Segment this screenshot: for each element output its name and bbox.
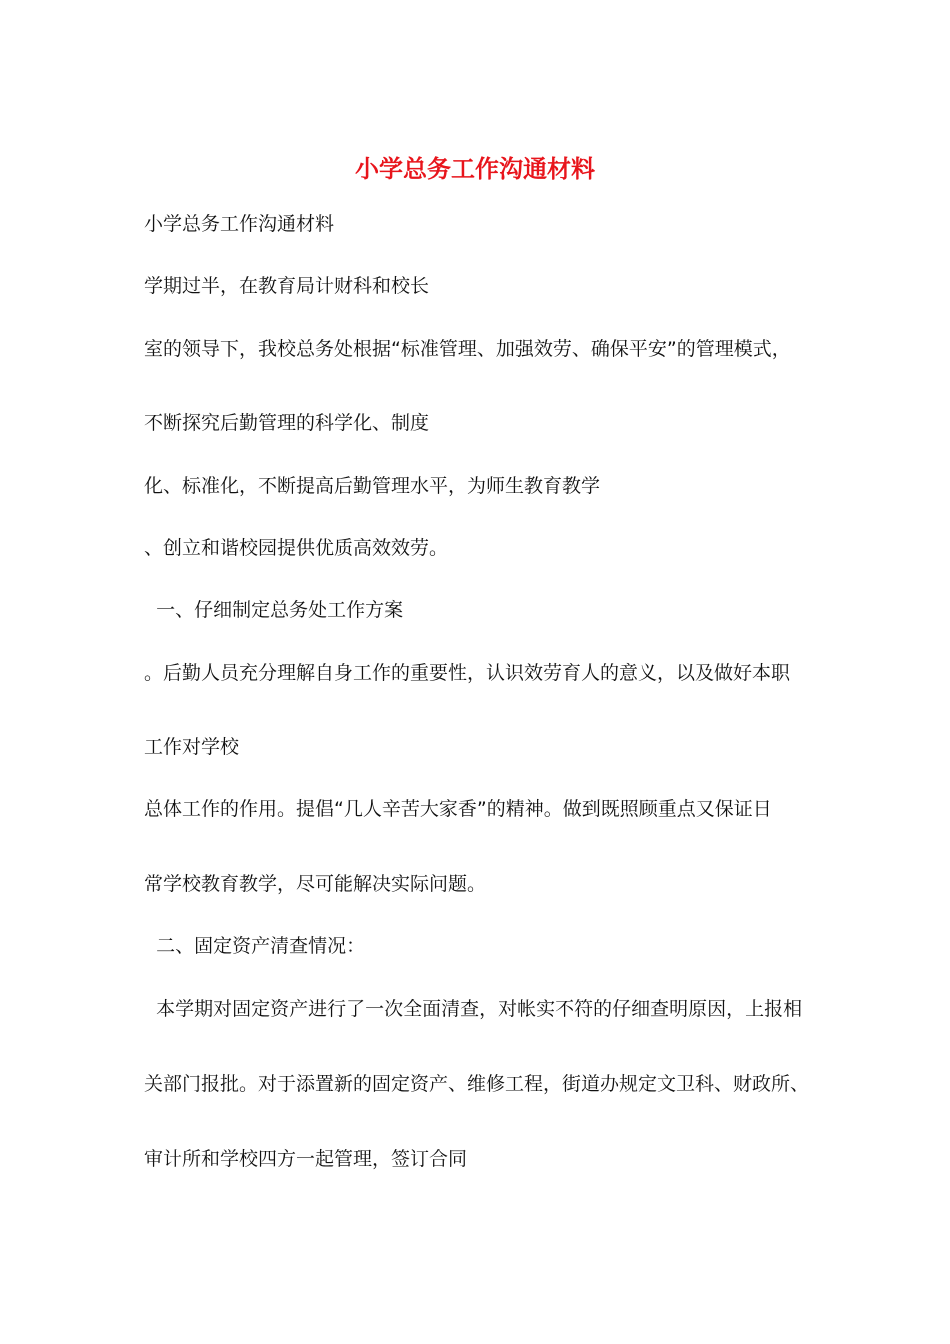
paragraph-line: 关部门报批。对于添置新的固定资产、维修工程，街道办规定文卫科、财政所、 bbox=[144, 1073, 810, 1095]
paragraph-line: 、创立和谐校园提供优质高效效劳。 bbox=[144, 537, 449, 559]
paragraph-line: 常学校教育教学，尽可能解决实际问题。 bbox=[144, 873, 487, 895]
paragraph-line: 。后勤人员充分理解自身工作的重要性，认识效劳育人的意义，以及做好本职 bbox=[144, 662, 791, 684]
section-heading: 一、仔细制定总务处工作方案 bbox=[144, 599, 404, 621]
section-heading: 二、固定资产清查情况： bbox=[144, 935, 366, 957]
paragraph-line: 工作对学校 bbox=[144, 736, 240, 758]
paragraph-line: 学期过半，在教育局计财科和校长 bbox=[144, 275, 430, 297]
paragraph-line: 化、标准化，不断提高后勤管理水平，为师生教育教学 bbox=[144, 475, 601, 497]
paragraph-line: 室的领导下，我校总务处根据“标准管理、加强效劳、确保平安”的管理模式， bbox=[144, 338, 791, 360]
document-title: 小学总务工作沟通材料 bbox=[355, 154, 595, 183]
paragraph-line: 小学总务工作沟通材料 bbox=[144, 213, 335, 235]
paragraph-line: 不断探究后勤管理的科学化、制度 bbox=[144, 412, 430, 434]
paragraph-line: 审计所和学校四方一起管理，签订合同 bbox=[144, 1148, 468, 1170]
paragraph-line: 总体工作的作用。提倡“几人辛苦大家香”的精神。做到既照顾重点又保证日 bbox=[144, 798, 772, 820]
paragraph-line: 本学期对固定资产进行了一次全面清查，对帐实不符的仔细查明原因，上报相 bbox=[144, 998, 803, 1020]
